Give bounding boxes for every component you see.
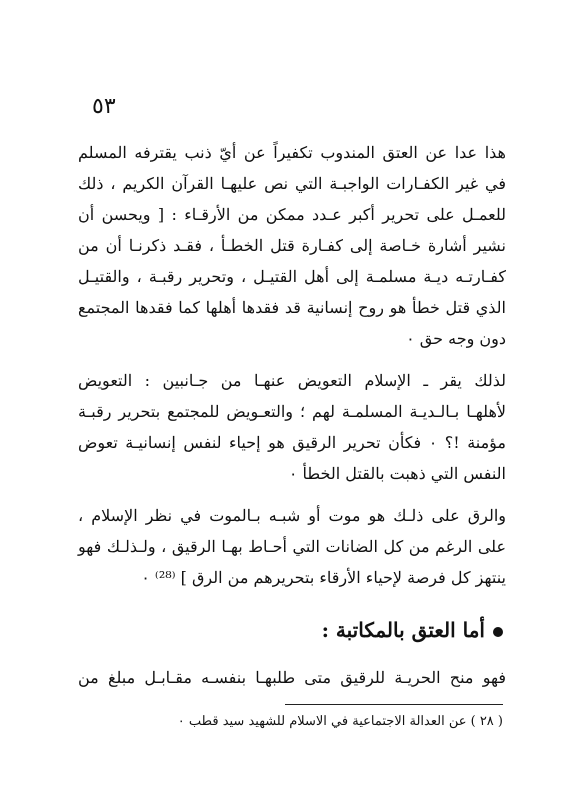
text-line: في غير الكفـارات الواجبـة التي نص عليهـا القرآن الكريم ، ذلك xyxy=(78,174,506,193)
text-line: كفـارتـه ديـة مسلمـة إلى أهل القتيـل ، وتحرير رقبـة ، والقتيـل xyxy=(78,267,506,286)
text-line: والرق على ذلـك هو موت أو شبـه بـالموت في نظر الإسلام ، xyxy=(78,506,506,525)
text-line: على الرغم من كل الضانات التي أحـاط بهـا الرقيق ، ولـذلـك فهو xyxy=(78,537,506,556)
text-line: ينتهز كل فرصة لإحياء الأرقاء بتحريرهم من الرق ] ⁽²⁸⁾ ٠ xyxy=(141,568,506,587)
text-line: فهو منح الحريـة للرقيق متى طلبهـا بنفسـه مقـابـل مبلغ من xyxy=(78,668,506,687)
text-line: هذا عدا عن العتق المندوب تكفيراً عن أيّ ذنب يقترفه المسلم xyxy=(78,143,506,162)
text-line: الذي قتل خطأ هو روح إنسانية قد فقدها أهلها كما فقدها المجتمع xyxy=(78,298,506,317)
paragraph-3 xyxy=(78,500,506,593)
text-line: النفس التي ذهبت بالقتل الخطأ ٠ xyxy=(288,464,506,483)
paragraph-2 xyxy=(78,365,506,489)
text-line: لذلك يقر ـ الإسلام التعويض عنهـا من جـانبين : التعويض xyxy=(78,371,506,390)
section-heading-text: أما العتق بالمكاتبة : xyxy=(321,618,485,642)
paragraph-4 xyxy=(78,662,506,693)
paragraph-1 xyxy=(78,137,506,354)
text-line: للعمـل على تحرير أكبر عـدد ممكن من الأرقـاء : [ ويحسن أن xyxy=(78,205,506,224)
page-number: ٥٣ xyxy=(92,94,116,119)
section-heading xyxy=(322,616,503,644)
text-line: لأهلهـا بـالـديـة المسلمـة لهم ؛ والتعـويض للمجتمع بتحرير رقبـة xyxy=(78,402,506,421)
footnote-divider xyxy=(285,704,503,705)
bullet-icon xyxy=(493,627,503,637)
text-line: دون وجه حق ٠ xyxy=(406,329,506,348)
text-line: نشير أشارة خـاصة إلى كفـارة قتل الخطـأ ، فقـد ذكرنـا أن من xyxy=(78,236,506,255)
text-line: مؤمنة !؟ ٠ فكأن تحرير الرقيق هو إحياء لنفس إنسانيـة تعوض xyxy=(78,433,507,452)
footnote: ( ٢٨ ) عن العدالة الاجتماعية في الاسلام للشهيد سيد قطب ٠ xyxy=(177,714,503,729)
